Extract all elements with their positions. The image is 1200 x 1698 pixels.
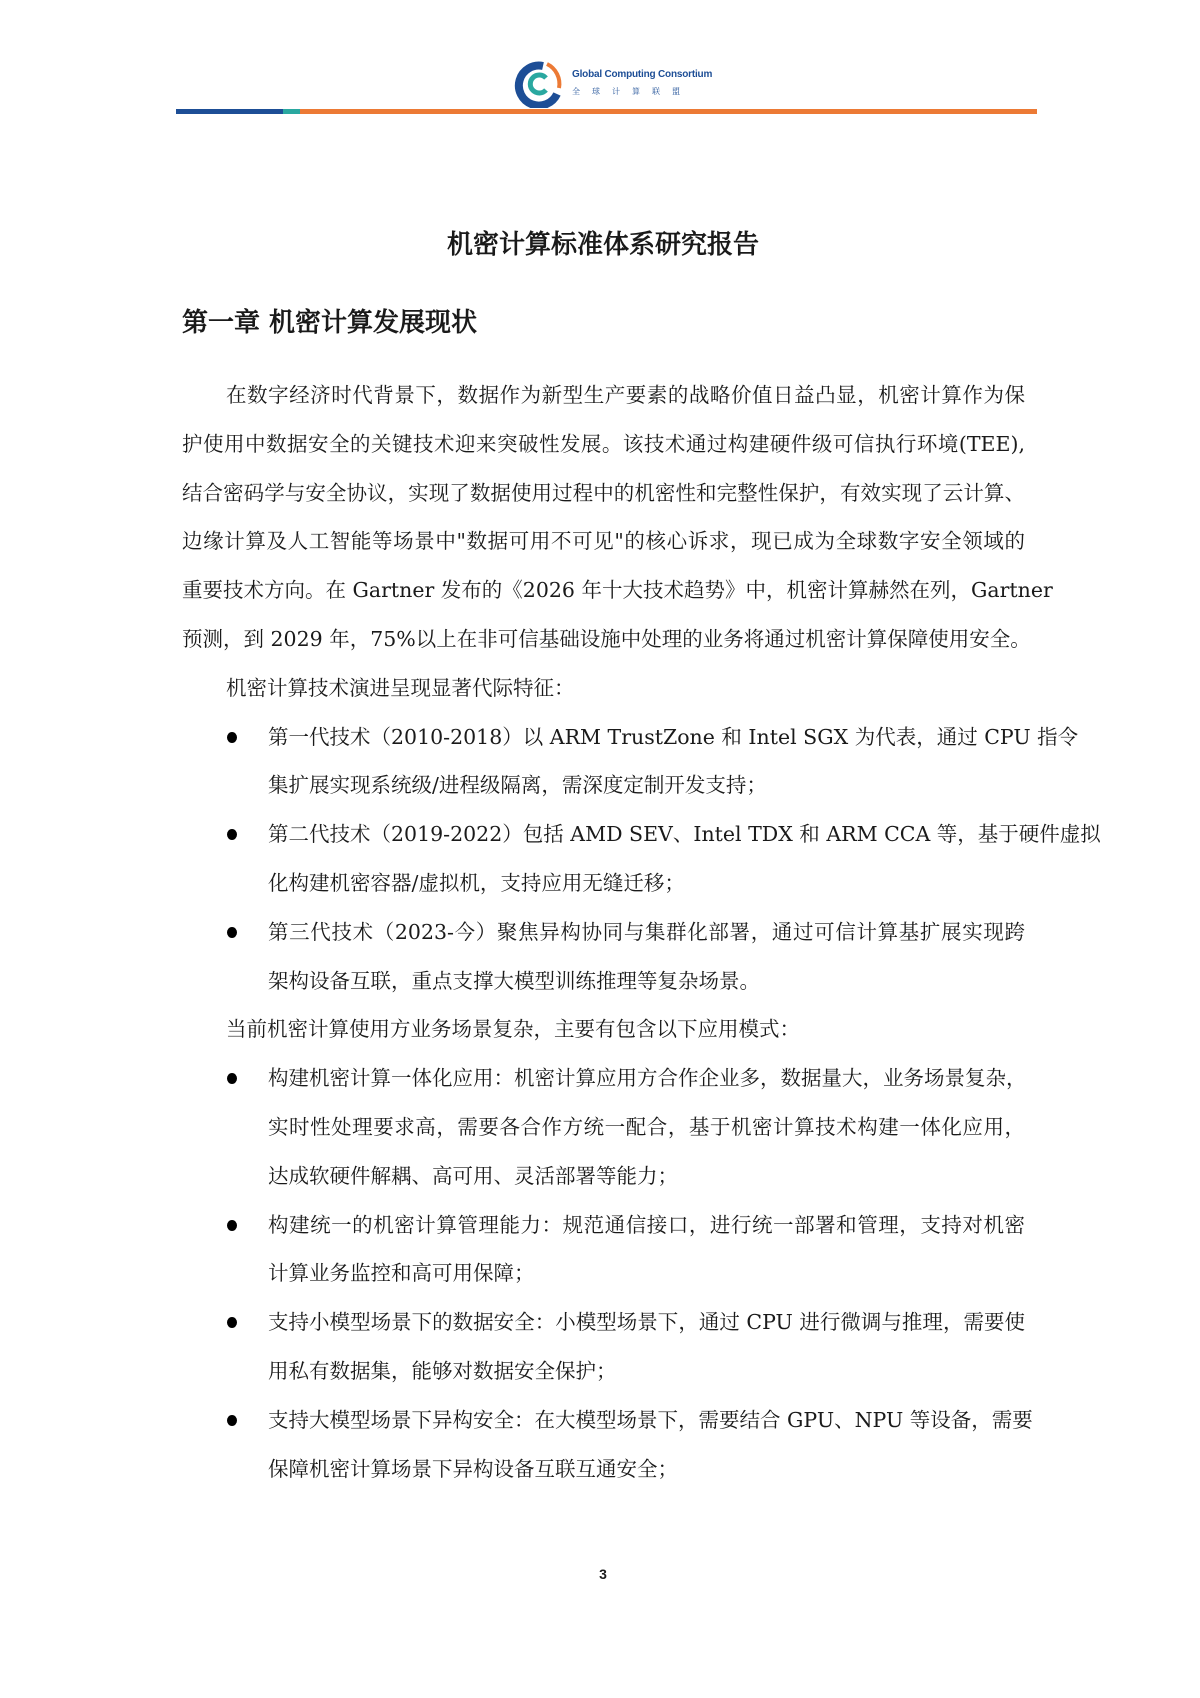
paragraph-line: 边缘计算及人工智能等场景中"数据可用不可见"的核心诉求，现已成为全球数字安全领域的 [182,529,1025,554]
bullet-icon [227,829,237,840]
document-title: 机密计算标准体系研究报告 [446,230,759,260]
paragraph-line: 在数字经济时代背景下，数据作为新型生产要素的战略价值日益凸显，机密计算作为保 [226,383,1025,407]
bullet-icon [227,732,237,743]
bullet-item-line: 第一代技术（2010-2018）以 ARM TrustZone 和 Intel SGX 为代表，通过 CPU 指令 [268,724,1079,749]
bullet-item-line: 计算业务监控和高可用保障； [268,1261,535,1286]
bullet-item-line: 构建机密计算一体化应用：机密计算应用方合作企业多，数据量大，业务场景复杂， [268,1066,1027,1091]
logo-text-cn: 全球计算联盟 [572,87,692,96]
bullet-item-line: 集扩展实现系统级/进程级隔离，需深度定制开发支持； [268,773,767,798]
paragraph-line: 结合密码学与安全协议，实现了数据使用过程中的机密性和完整性保护，有效实现了云计算、 [182,480,1025,505]
paragraph-line: 预测，到 2029 年，75%以上在非可信基础设施中处理的业务将通过机密计算保障使用安全。 [182,627,1031,651]
bullet-item-line: 保障机密计算场景下异构设备互联互通安全； [268,1456,678,1481]
global-computing-consortium-logo-icon [513,60,563,108]
bullet-icon [227,1415,237,1426]
paragraph-line: 机密计算技术演进呈现显著代际特征： [226,675,575,700]
bullet-item-line: 支持大模型场景下异构安全：在大模型场景下，需要结合 GPU、NPU 等设备，需要 [268,1407,1033,1432]
header-rule-teal [283,109,300,114]
paragraph-line: 护使用中数据安全的关键技术迎来突破性发展。该技术通过构建硬件级可信执行环境(TEE), [182,431,1025,456]
logo-text-en: Global Computing Consortium [572,69,713,80]
bullet-icon [227,1220,237,1231]
bullet-item-line: 实时性处理要求高，需要各合作方统一配合，基于机密计算技术构建一体化应用， [268,1115,1025,1139]
bullet-item-line: 化构建机密容器/虚拟机，支持应用无缝迁移； [268,871,685,895]
paragraph-line: 当前机密计算使用方业务场景复杂，主要有包含以下应用模式： [226,1017,800,1042]
bullet-item-line: 构建统一的机密计算管理能力：规范通信接口，进行统一部署和管理，支持对机密 [268,1212,1025,1237]
bullet-item-line: 架构设备互联，重点支撑大模型训练推理等复杂场景。 [268,968,760,993]
header-rule-blue [176,109,283,114]
bullet-item-line: 用私有数据集，能够对数据安全保护； [268,1359,617,1383]
chapter-heading: 第一章 机密计算发展现状 [182,308,478,338]
page-number: 3 [599,1566,607,1582]
bullet-icon [227,927,237,938]
bullet-icon [227,1317,237,1328]
paragraph-line: 重要技术方向。在 Gartner 发布的《2026 年十大技术趋势》中，机密计算赫然在列，Gartner [182,578,1053,603]
bullet-item-line: 第三代技术（2023-今）聚焦异构协同与集群化部署，通过可信计算基扩展实现跨 [268,919,1025,944]
bullet-item-line: 第二代技术（2019-2022）包括 AMD SEV、Intel TDX 和 ARM CCA 等，基于硬件虚拟 [268,822,1101,847]
bullet-item-line: 达成软硬件解耦、高可用、灵活部署等能力； [268,1163,678,1188]
header-rule-orange [300,109,1037,114]
bullet-icon [227,1073,237,1084]
bullet-item-line: 支持小模型场景下的数据安全：小模型场景下，通过 CPU 进行微调与推理，需要使 [268,1310,1025,1335]
